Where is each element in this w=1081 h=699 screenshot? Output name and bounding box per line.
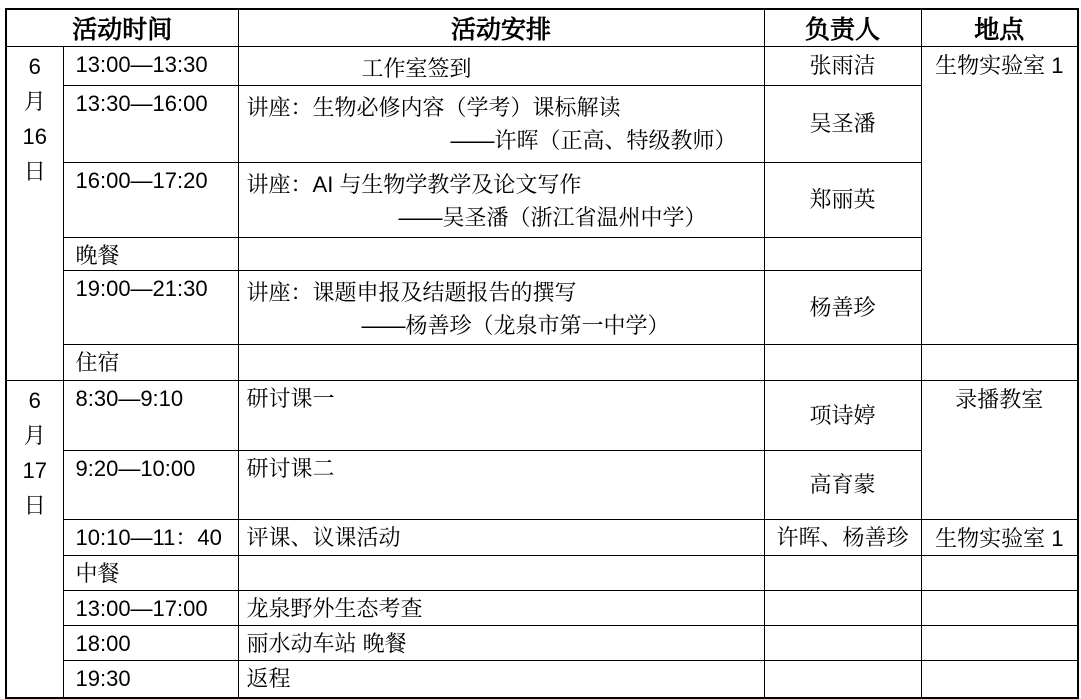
activity-cell <box>238 271 764 345</box>
table-row <box>6 271 1078 345</box>
date-line: 日 <box>23 493 46 518</box>
time-cell: 9:20—10:00 <box>63 451 238 520</box>
activity-text: 工作室签到 <box>361 56 472 81</box>
activity-cell <box>238 86 764 163</box>
person-cell: 高育蒙 <box>764 451 921 520</box>
activity-line1: 讲座：AI 与生物学教学及论文写作 <box>246 172 582 197</box>
location-cell <box>921 556 1078 591</box>
activity-line1: 讲座：生物必修内容（学考）课标解读 <box>246 95 621 120</box>
person-cell: 张雨洁 <box>764 47 921 86</box>
activity-cell <box>238 163 764 238</box>
activity-cell <box>238 345 764 381</box>
time-cell: 10:10—11：40 <box>63 520 238 556</box>
time-cell: 13:00—13:30 <box>63 47 238 86</box>
table-row <box>6 626 1078 661</box>
table-row <box>6 661 1078 698</box>
header-location: 地点 <box>921 9 1078 47</box>
date-line: 16 <box>22 124 47 149</box>
table-row <box>6 451 1078 520</box>
person-cell <box>764 345 921 381</box>
activity-cell <box>238 556 764 591</box>
table-row <box>6 163 1078 238</box>
location-cell: 生物实验室 1 <box>921 520 1078 556</box>
activity-cell: 研讨课二 <box>238 451 764 520</box>
table-row <box>6 47 1078 86</box>
person-cell: 吴圣潘 <box>764 86 921 163</box>
activity-cell: 返程 <box>238 661 764 698</box>
time-cell: 16:00—17:20 <box>63 163 238 238</box>
location-cell <box>921 591 1078 626</box>
time-cell: 13:30—16:00 <box>63 86 238 163</box>
time-cell: 19:00—21:30 <box>63 271 238 345</box>
time-cell: 13:00—17:00 <box>63 591 238 626</box>
time-cell: 18:00 <box>63 626 238 661</box>
time-cell: 晚餐 <box>63 238 238 271</box>
time-cell: 8:30—9:10 <box>63 381 238 451</box>
table-row <box>6 520 1078 556</box>
location-cell-day2: 录播教室 <box>921 381 1078 520</box>
table-row <box>6 238 1078 271</box>
time-cell: 19:30 <box>63 661 238 698</box>
header-time: 活动时间 <box>6 9 238 47</box>
person-cell <box>764 556 921 591</box>
day1-date-cell <box>6 47 63 381</box>
activity-line2: ——吴圣潘（浙江省温州中学） <box>398 205 707 230</box>
activity-line1: 讲座：课题申报及结题报告的撰写 <box>246 280 577 305</box>
table-row <box>6 591 1078 626</box>
time-cell: 中餐 <box>63 556 238 591</box>
date-line: 月 <box>23 423 46 448</box>
person-cell <box>764 661 921 698</box>
person-cell: 项诗婷 <box>764 381 921 451</box>
table-row <box>6 381 1078 451</box>
location-cell <box>921 626 1078 661</box>
date-line: 6 <box>28 54 41 79</box>
activity-line2: ——杨善珍（龙泉市第一中学） <box>361 313 670 338</box>
activity-line2: ——许晖（正高、特级教师） <box>450 128 737 153</box>
header-row <box>6 9 1078 47</box>
activity-cell: 龙泉野外生态考查 <box>238 591 764 626</box>
person-cell <box>764 591 921 626</box>
table-row <box>6 86 1078 163</box>
activity-cell: 研讨课一 <box>238 381 764 451</box>
date-line: 日 <box>23 159 46 184</box>
activity-cell <box>238 47 764 86</box>
person-cell <box>764 238 921 271</box>
table-row <box>6 556 1078 591</box>
location-cell-day1: 生物实验室 1 <box>921 47 1078 345</box>
person-cell <box>764 626 921 661</box>
person-cell: 许晖、杨善珍 <box>764 520 921 556</box>
activity-cell: 丽水动车站 晚餐 <box>238 626 764 661</box>
header-person: 负责人 <box>764 9 921 47</box>
header-activity: 活动安排 <box>238 9 764 47</box>
activity-cell: 评课、议课活动 <box>238 520 764 556</box>
table-row <box>6 345 1078 381</box>
person-cell: 杨善珍 <box>764 271 921 345</box>
date-line: 6 <box>28 388 41 413</box>
location-cell <box>921 661 1078 698</box>
date-line: 月 <box>23 89 46 114</box>
time-cell: 住宿 <box>63 345 238 381</box>
schedule-table <box>5 8 1079 699</box>
day2-date-cell <box>6 381 63 698</box>
date-line: 17 <box>22 458 47 483</box>
location-cell <box>921 345 1078 381</box>
person-cell: 郑丽英 <box>764 163 921 238</box>
activity-cell <box>238 238 764 271</box>
